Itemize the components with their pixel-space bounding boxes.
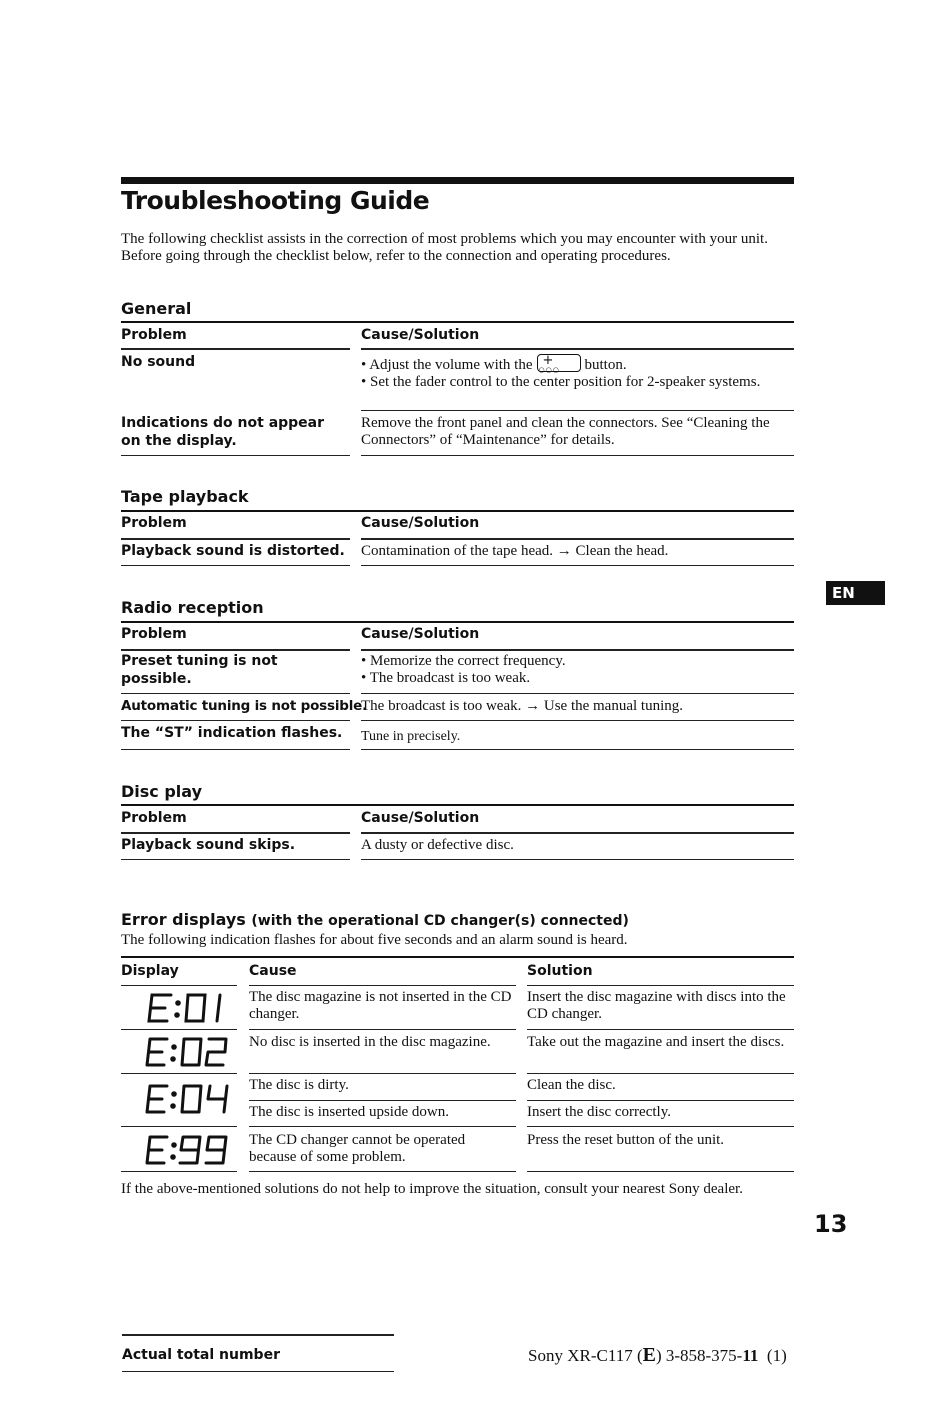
disc-header-rule-left — [121, 832, 350, 834]
error-cause-2: No disc is inserted in the disc magazine. — [249, 1034, 491, 1050]
error-display-e04 — [121, 1079, 236, 1119]
disc-header-rule-right — [361, 832, 794, 834]
language-tab: EN — [826, 581, 885, 605]
radio-row-rule-2-left — [121, 720, 350, 721]
section-heading-errors — [121, 910, 629, 929]
intro-text — [121, 231, 791, 265]
general-solution-2: Remove the front panel and clean the connectors. See “Cleaning the Connectors” of “Maintenance” for details. — [361, 415, 770, 448]
footer-top-rule — [122, 1334, 394, 1336]
general-col-solution: Cause/Solution — [361, 327, 480, 343]
errors-col-cause: Cause — [249, 963, 297, 979]
tape-col-solution: Cause/Solution — [361, 515, 480, 531]
general-bottom-rule-right — [361, 455, 794, 456]
segment-display-e01-icon — [121, 988, 236, 1028]
errors-rule-solution-1 — [527, 1029, 794, 1030]
error-display-e99 — [121, 1130, 236, 1170]
segment-display-e99-icon — [121, 1130, 236, 1170]
error-solution-4: Insert the disc correctly. — [527, 1104, 671, 1120]
title-rule — [121, 177, 794, 184]
tape-top-rule — [121, 510, 794, 512]
radio-problem-3: The “ST” indication flashes. — [121, 725, 343, 741]
radio-col-problem: Problem — [121, 626, 187, 642]
tape-bottom-rule-left — [121, 565, 350, 566]
radio-bottom-rule-right — [361, 749, 794, 750]
general-problem-1: No sound — [121, 354, 196, 370]
radio-row-rule-1-right — [361, 693, 794, 694]
segment-display-e02-icon — [121, 1032, 236, 1072]
error-display-e01 — [121, 988, 236, 1028]
errors-heading-main: Error displays — [121, 910, 246, 929]
intro-line-2: Before going through the checklist below, refer to the connection and operating procedures. — [121, 248, 671, 264]
radio-solution-1 — [361, 653, 791, 687]
radio-header-rule-right — [361, 649, 794, 651]
tape-problem-1: Playback sound is distorted. — [121, 543, 345, 559]
error-cause-3: The disc is dirty. — [249, 1077, 349, 1093]
errors-bottom-rule-solution — [527, 1171, 794, 1172]
radio-solution-3: Tune in precisely. — [361, 729, 461, 744]
general-solution-1-bullet-1: • Adjust the volume with the + ○○○ button. — [361, 353, 627, 374]
tape-col-problem: Problem — [121, 515, 187, 531]
general-row-rule — [361, 410, 794, 411]
errors-intro: The following indication flashes for about five seconds and an alarm sound is heard. — [121, 932, 628, 948]
general-bottom-rule-left — [121, 455, 350, 456]
general-header-rule-right — [361, 348, 794, 350]
error-cause-4: The disc is inserted upside down. — [249, 1104, 449, 1120]
error-cause-5: The CD changer cannot be operated because of some problem. — [249, 1132, 466, 1165]
section-heading-radio: Radio reception — [121, 598, 264, 617]
error-cause-1: The disc magazine is not inserted in the CD changer. — [249, 989, 512, 1022]
disc-bottom-rule-right — [361, 859, 794, 860]
footer-bottom-rule — [122, 1371, 394, 1372]
errors-closing-text: If the above-mentioned solutions do not help to improve the situation, consult your nearest Sony dealer. — [121, 1181, 743, 1197]
radio-bottom-rule-left — [121, 749, 350, 750]
tape-bottom-rule-right — [361, 565, 794, 566]
error-display-e02 — [121, 1032, 236, 1072]
disc-solution-1: A dusty or defective disc. — [361, 837, 514, 853]
errors-header-rule-cause — [249, 985, 516, 986]
radio-solution-1-bullet-1: • Memorize the correct frequency. — [361, 653, 566, 669]
radio-row-rule-2-right — [361, 720, 794, 721]
section-heading-tape: Tape playback — [121, 487, 249, 506]
errors-rule-display-1 — [121, 1029, 237, 1030]
radio-problem-1: Preset tuning is not possible. — [121, 653, 278, 687]
page-number: 13 — [814, 1210, 848, 1238]
footer-model-code: Sony XR-C117 (E) 3-858-375-11 (1) — [528, 1344, 787, 1366]
general-top-rule — [121, 321, 794, 323]
error-solution-1: Insert the disc magazine with discs into the CD changer. — [527, 989, 786, 1022]
error-solution-5: Press the reset button of the unit. — [527, 1132, 725, 1148]
footer-label: Actual total number — [122, 1347, 280, 1363]
errors-rule-solution-2 — [527, 1073, 794, 1074]
radio-col-solution: Cause/Solution — [361, 626, 480, 642]
errors-top-rule — [121, 956, 794, 958]
general-header-rule-left — [121, 348, 350, 350]
general-solution-1-bullet-2: • Set the fader control to the center position for 2-speaker systems. — [361, 374, 761, 390]
page-title: Troubleshooting Guide — [121, 186, 430, 215]
general-solution-1 — [361, 354, 791, 391]
errors-rule-display-3 — [121, 1126, 237, 1127]
segment-display-e04-icon — [121, 1079, 236, 1119]
radio-problem-2: Automatic tuning is not possible. — [121, 698, 368, 714]
radio-row-rule-1-left — [121, 693, 350, 694]
errors-rule-cause-2 — [249, 1073, 516, 1074]
disc-col-solution: Cause/Solution — [361, 810, 480, 826]
disc-problem-1: Playback sound skips. — [121, 837, 296, 853]
errors-rule-solution-3 — [527, 1100, 794, 1101]
tape-header-rule-left — [121, 538, 350, 540]
errors-rule-display-2 — [121, 1073, 237, 1074]
disc-bottom-rule-left — [121, 859, 350, 860]
errors-header-rule-solution — [527, 985, 794, 986]
errors-col-solution: Solution — [527, 963, 593, 979]
radio-solution-1-bullet-2: • The broadcast is too weak. — [361, 670, 531, 686]
radio-top-rule — [121, 621, 794, 623]
error-solution-2: Take out the magazine and insert the discs. — [527, 1034, 785, 1050]
errors-rule-cause-3 — [249, 1100, 516, 1101]
disc-top-rule — [121, 804, 794, 806]
general-col-problem: Problem — [121, 327, 187, 343]
errors-rule-cause-1 — [249, 1029, 516, 1030]
intro-line-1: The following checklist assists in the correction of most problems which you may encounter with your unit. — [121, 231, 768, 247]
errors-rule-solution-4 — [527, 1126, 794, 1127]
tape-header-rule-right — [361, 538, 794, 540]
volume-button-icon: + ○○○ — [537, 354, 581, 372]
disc-col-problem: Problem — [121, 810, 187, 826]
errors-heading-sub: (with the operational CD changer(s) connected) — [251, 913, 629, 929]
radio-solution-2: The broadcast is too weak. → Use the manual tuning. — [361, 698, 684, 714]
errors-rule-cause-4 — [249, 1126, 516, 1127]
tape-solution-1: Contamination of the tape head. → Clean the head. — [361, 543, 669, 559]
section-heading-general: General — [121, 299, 192, 318]
general-problem-2: Indications do not appear on the display. — [121, 415, 325, 449]
radio-header-rule-left — [121, 649, 350, 651]
errors-bottom-rule-display — [121, 1171, 237, 1172]
errors-bottom-rule-cause — [249, 1171, 516, 1172]
section-heading-disc: Disc play — [121, 782, 203, 801]
error-solution-3: Clean the disc. — [527, 1077, 616, 1093]
errors-header-rule-display — [121, 985, 237, 986]
errors-col-display: Display — [121, 963, 179, 979]
